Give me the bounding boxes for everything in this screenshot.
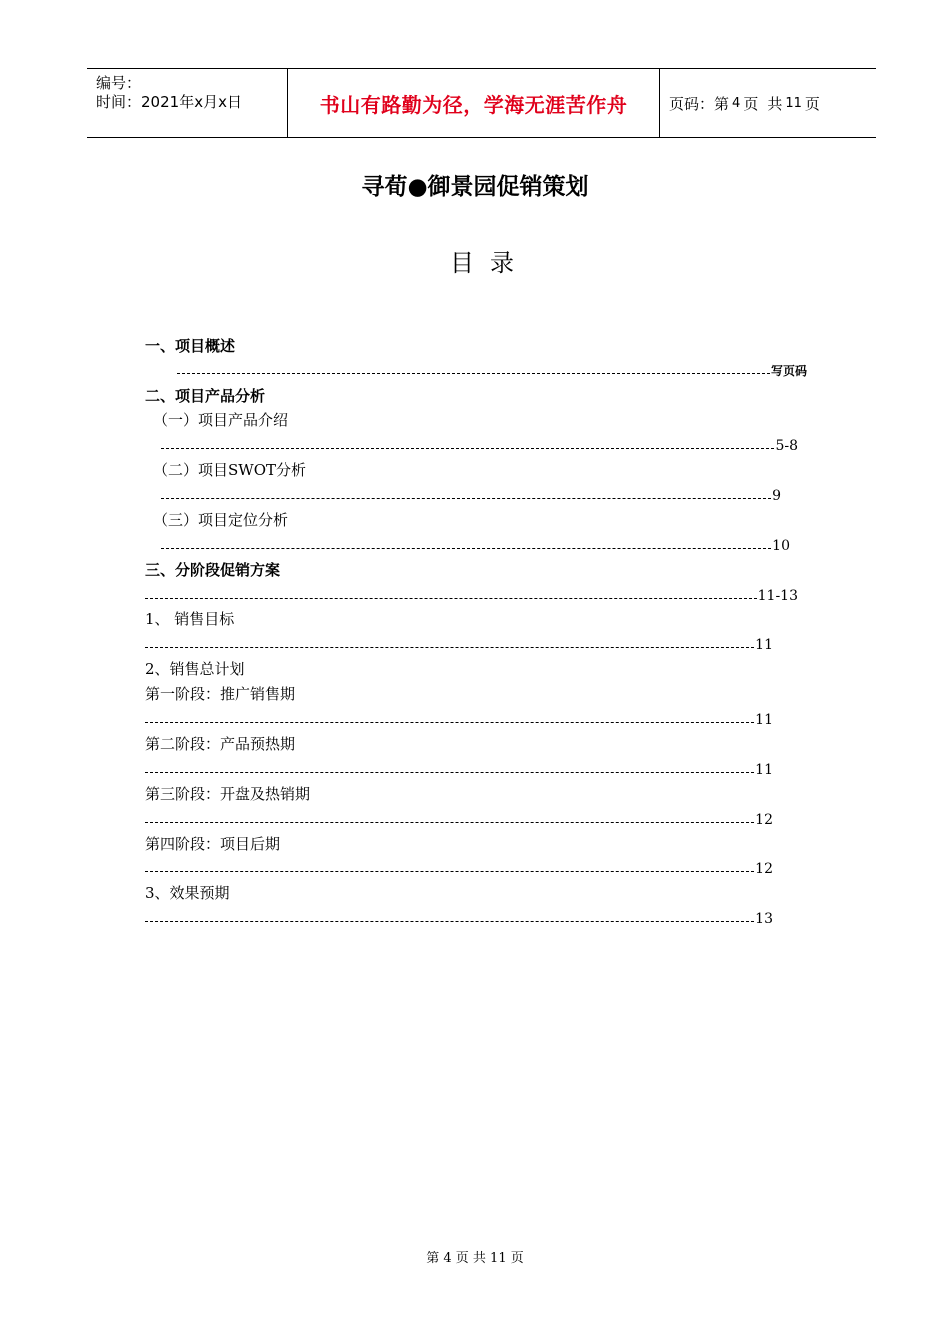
header-left-cell <box>87 69 287 137</box>
toc-entry-label: （三）项目定位分析 <box>153 511 289 529</box>
toc-entry-label: 第一阶段：推广销售期 <box>145 685 296 703</box>
toc-entry-page: 写页码 <box>770 364 807 378</box>
toc-entry-label: 第二阶段：产品预热期 <box>145 735 296 753</box>
document-title: 寻荀●御景园促销策划 <box>361 174 589 200</box>
toc-leader <box>145 586 798 606</box>
header-page-cell <box>660 69 876 137</box>
toc-entry-label: 第三阶段：开盘及热销期 <box>145 785 311 803</box>
toc-leader <box>145 810 773 830</box>
toc-leader <box>177 361 807 381</box>
page-prefix: 第 <box>714 94 730 113</box>
toc-entry-label: 一、项目概述 <box>145 337 236 355</box>
toc-leader <box>145 760 773 780</box>
toc-leader <box>145 859 773 879</box>
page-footer: 第 4 页 共 11 页 <box>426 1251 524 1266</box>
toc-entry-page: 12 <box>755 861 773 877</box>
toc-entry-label: 三、分阶段促销方案 <box>145 561 281 579</box>
page-unit: 页 <box>743 94 759 113</box>
motto-text: 书山有路勤为径，学海无涯苦作舟 <box>319 92 628 117</box>
toc-entry-page: 11 <box>755 712 773 728</box>
toc-entry-page: 5-8 <box>775 438 798 454</box>
page-total-unit: 页 <box>804 94 820 113</box>
toc-leader <box>161 486 781 506</box>
toc-entry-page: 11 <box>755 637 773 653</box>
date-label: 时间： <box>96 93 142 111</box>
toc-entry-page: 11-13 <box>757 588 798 604</box>
toc-leader <box>145 710 773 730</box>
toc-entry-page: 11 <box>755 762 773 778</box>
header-motto-cell <box>287 69 660 137</box>
toc-leader <box>161 536 790 556</box>
toc-entry-label: （一）项目产品介绍 <box>153 411 289 429</box>
toc-entry-label: 第四阶段：项目后期 <box>145 835 281 853</box>
page-total-prefix: 共 <box>767 94 783 113</box>
date-value: 2021年x月x日 <box>141 93 242 111</box>
toc-entry-label: 二、项目产品分析 <box>145 387 266 405</box>
toc-entry-page: 12 <box>755 812 773 828</box>
toc-entry-page: 13 <box>755 911 773 927</box>
page-label: 页码： <box>669 94 715 113</box>
toc-entry-label: 1、 销售目标 <box>145 610 235 628</box>
page-header <box>87 68 876 138</box>
page-current: 4 <box>732 95 741 111</box>
toc-leader <box>145 635 773 655</box>
serial-label: 编号： <box>96 74 142 92</box>
toc-entry-label: 3、效果预期 <box>145 884 230 902</box>
toc-entry-page: 10 <box>772 538 790 554</box>
toc-entry-label: （二）项目SWOT分析 <box>153 461 306 479</box>
toc-heading: 目录 <box>450 249 530 277</box>
toc-entry-label: 2、销售总计划 <box>145 660 245 678</box>
page-total: 11 <box>785 95 802 111</box>
toc-entry-page: 9 <box>772 488 781 504</box>
date-line <box>96 91 242 112</box>
toc-leader <box>145 909 773 929</box>
toc-leader <box>161 436 798 456</box>
